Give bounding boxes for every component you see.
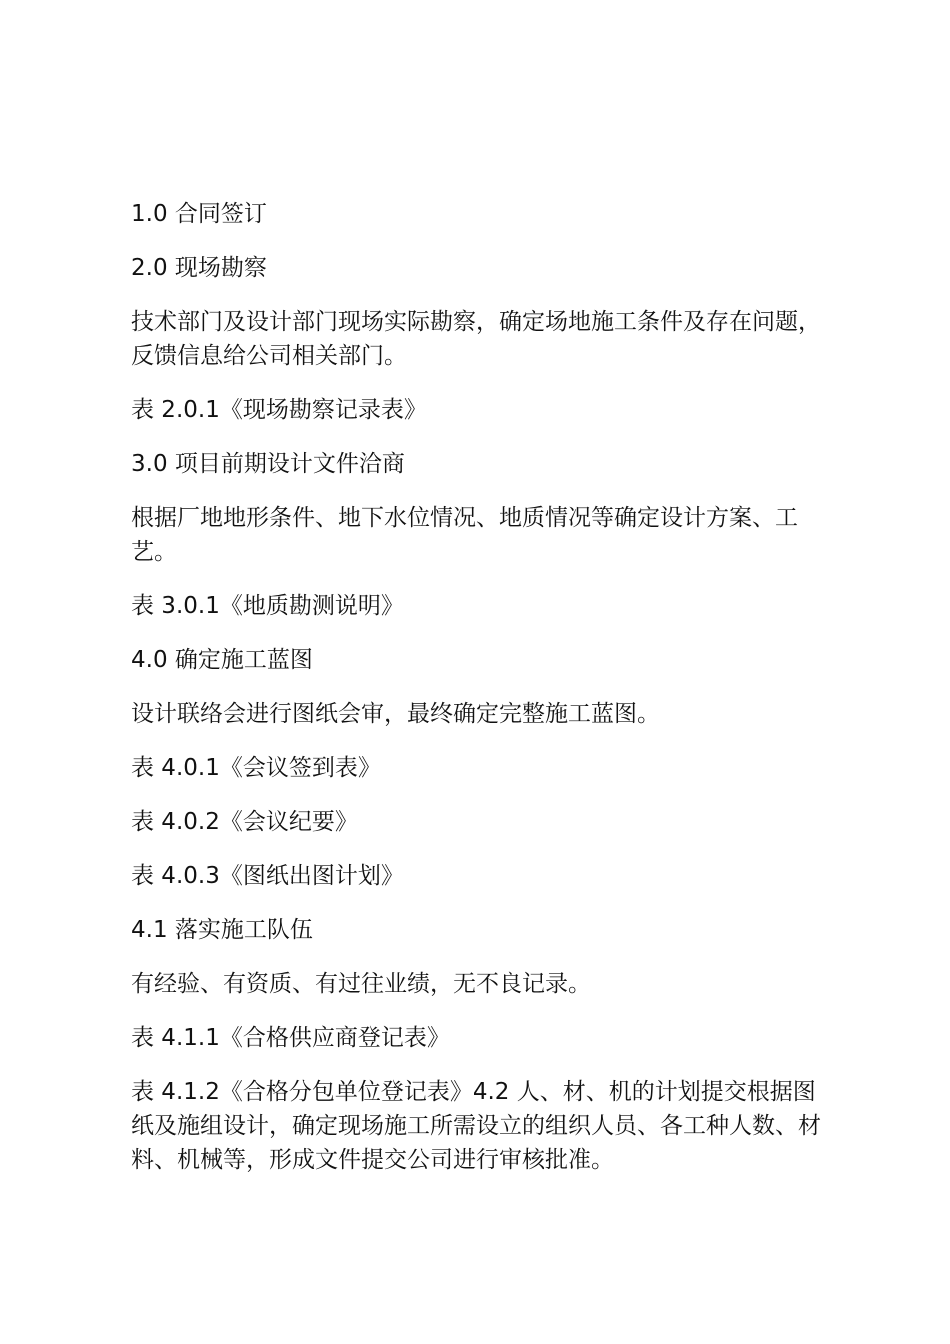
body-paragraph-3-0: 根据厂地地形条件、地下水位情况、地质情况等确定设计方案、工艺。 <box>131 505 798 565</box>
body-paragraph-2-0: 技术部门及设计部门现场实际勘察，确定场地施工条件及存在问题，反馈信息给公司相关部门。 <box>131 309 821 369</box>
table-reference-4-0-1: 表 4.0.1《会议签到表》 <box>131 755 381 781</box>
section-heading-1-0: 1.0 合同签订 <box>131 201 267 227</box>
table-reference-4-1-1: 表 4.1.1《合格供应商登记表》 <box>131 1025 450 1051</box>
document-body <box>131 197 831 1197</box>
section-heading-4-0: 4.0 确定施工蓝图 <box>131 647 313 673</box>
table-reference-2-0-1: 表 2.0.1《现场勘察记录表》 <box>131 397 427 423</box>
table-reference-3-0-1: 表 3.0.1《地质勘测说明》 <box>131 593 404 619</box>
body-paragraph-4-1-2: 表 4.1.2《合格分包单位登记表》4.2 人、材、机的计划提交根据图纸及施组设计，确定现场施工所需设立的组织人员、各工种人数、材料、机械等，形成文件提交公司进行审核批准。 <box>131 1079 821 1173</box>
body-paragraph-4-0: 设计联络会进行图纸会审，最终确定完整施工蓝图。 <box>131 701 660 727</box>
table-reference-4-0-3: 表 4.0.3《图纸出图计划》 <box>131 863 404 889</box>
section-heading-4-1: 4.1 落实施工队伍 <box>131 917 313 943</box>
body-paragraph-4-1: 有经验、有资质、有过往业绩，无不良记录。 <box>131 971 591 997</box>
table-reference-4-0-2: 表 4.0.2《会议纪要》 <box>131 809 358 835</box>
section-heading-2-0: 2.0 现场勘察 <box>131 255 267 281</box>
section-heading-3-0: 3.0 项目前期设计文件洽商 <box>131 451 405 477</box>
